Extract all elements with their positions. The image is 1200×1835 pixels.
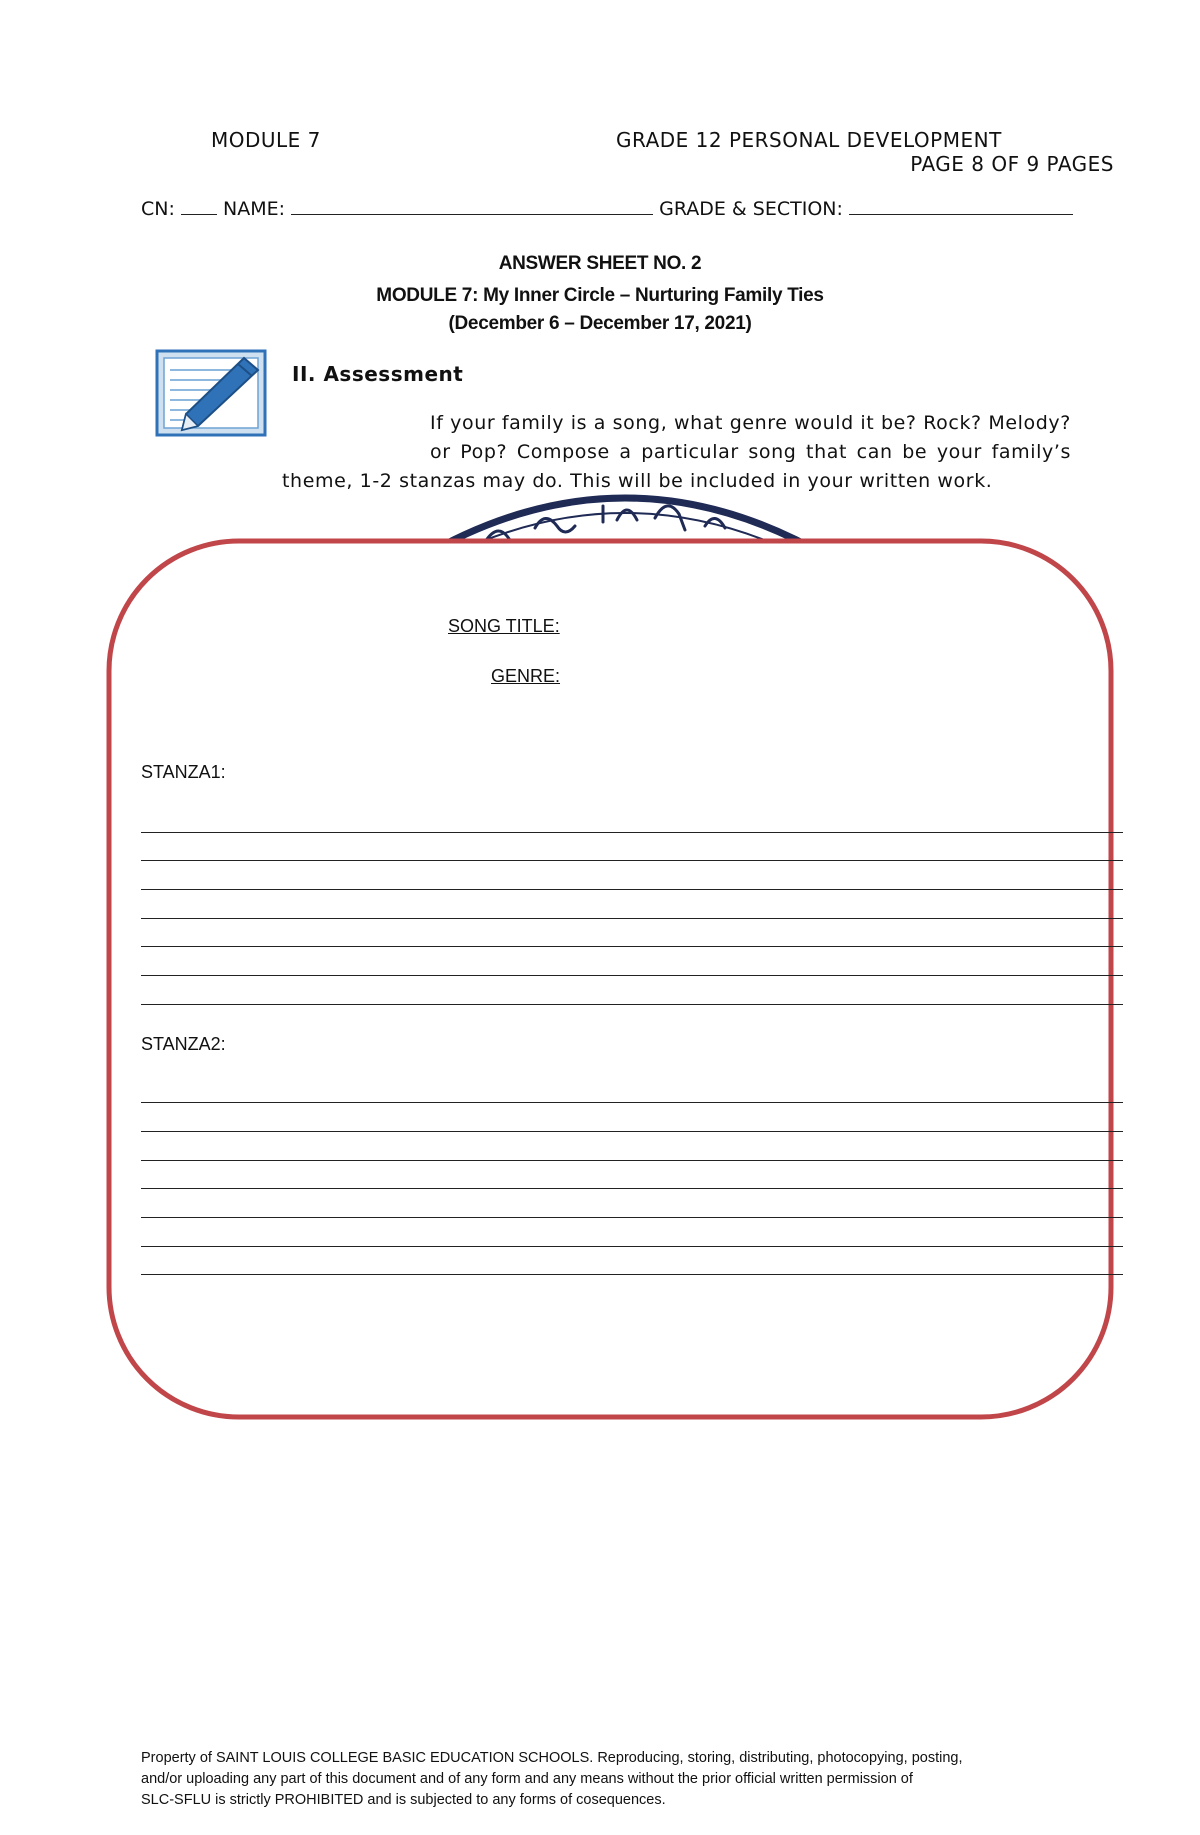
stanza2-line[interactable] xyxy=(141,1188,1123,1189)
stanza2-label: STANZA2: xyxy=(141,1034,226,1054)
date-range: (December 6 – December 17, 2021) xyxy=(448,313,752,334)
subject-label: GRADE 12 PERSONAL DEVELOPMENT xyxy=(616,128,1002,152)
genre-field[interactable] xyxy=(491,666,766,687)
instruction-line-3: theme, 1-2 stanzas may do. This will be included in your written work. xyxy=(282,470,993,492)
footer-line-1: Property of SAINT LOUIS COLLEGE BASIC EDUCATION SCHOOLS. Reproducing, storing, distributing, photocopying, posting, xyxy=(141,1750,963,1766)
assessment-heading: II. Assessment xyxy=(292,362,464,386)
instruction-line-1: If your family is a song, what genre would it be? Rock? Melody? xyxy=(430,412,1071,434)
cn-blank[interactable] xyxy=(181,198,217,215)
section-blank[interactable] xyxy=(849,198,1073,215)
instruction-line-2: or Pop? Compose a particular song that can be your family’s xyxy=(430,441,1071,463)
student-info-row xyxy=(141,198,1073,220)
stanza1-line[interactable] xyxy=(141,918,1123,919)
stanza2-line[interactable] xyxy=(141,1102,1123,1103)
footer-line-2: and/or uploading any part of this document and of any form and any means without the prior official written permission of xyxy=(141,1771,913,1787)
stanza2-line[interactable] xyxy=(141,1246,1123,1247)
footer-line-3: SLC-SFLU is strictly PROHIBITED and is subjected to any forms of cosequences. xyxy=(141,1792,666,1808)
stanza1-line[interactable] xyxy=(141,832,1123,833)
stanza2-line[interactable] xyxy=(141,1160,1123,1161)
name-label: NAME: xyxy=(222,198,285,220)
page-number: PAGE 8 OF 9 PAGES xyxy=(910,152,1114,176)
cn-label: CN: xyxy=(141,198,175,220)
stanza1-label: STANZA1: xyxy=(141,762,226,782)
stanza1-line[interactable] xyxy=(141,1004,1123,1005)
section-label: GRADE & SECTION: xyxy=(659,198,843,220)
answer-sheet-title: ANSWER SHEET NO. 2 xyxy=(498,253,702,274)
stanza2-line[interactable] xyxy=(141,1274,1123,1275)
stanza1-line[interactable] xyxy=(141,975,1123,976)
stanza1-line[interactable] xyxy=(141,860,1123,861)
name-blank[interactable] xyxy=(291,198,653,215)
stanza1-line[interactable] xyxy=(141,946,1123,947)
stanza2-line[interactable] xyxy=(141,1217,1123,1218)
module-title: MODULE 7: My Inner Circle – Nurturing Family Ties xyxy=(376,285,824,306)
song-title-label: SONG TITLE: xyxy=(448,616,560,636)
genre-label: GENRE: xyxy=(491,666,561,686)
stanza1-line[interactable] xyxy=(141,889,1123,890)
module-label: MODULE 7 xyxy=(211,128,321,152)
stanza2-line[interactable] xyxy=(141,1131,1123,1132)
copyright-footer xyxy=(141,1748,1111,1811)
notepad-pencil-icon xyxy=(154,348,272,438)
song-title-field[interactable] xyxy=(448,616,800,637)
